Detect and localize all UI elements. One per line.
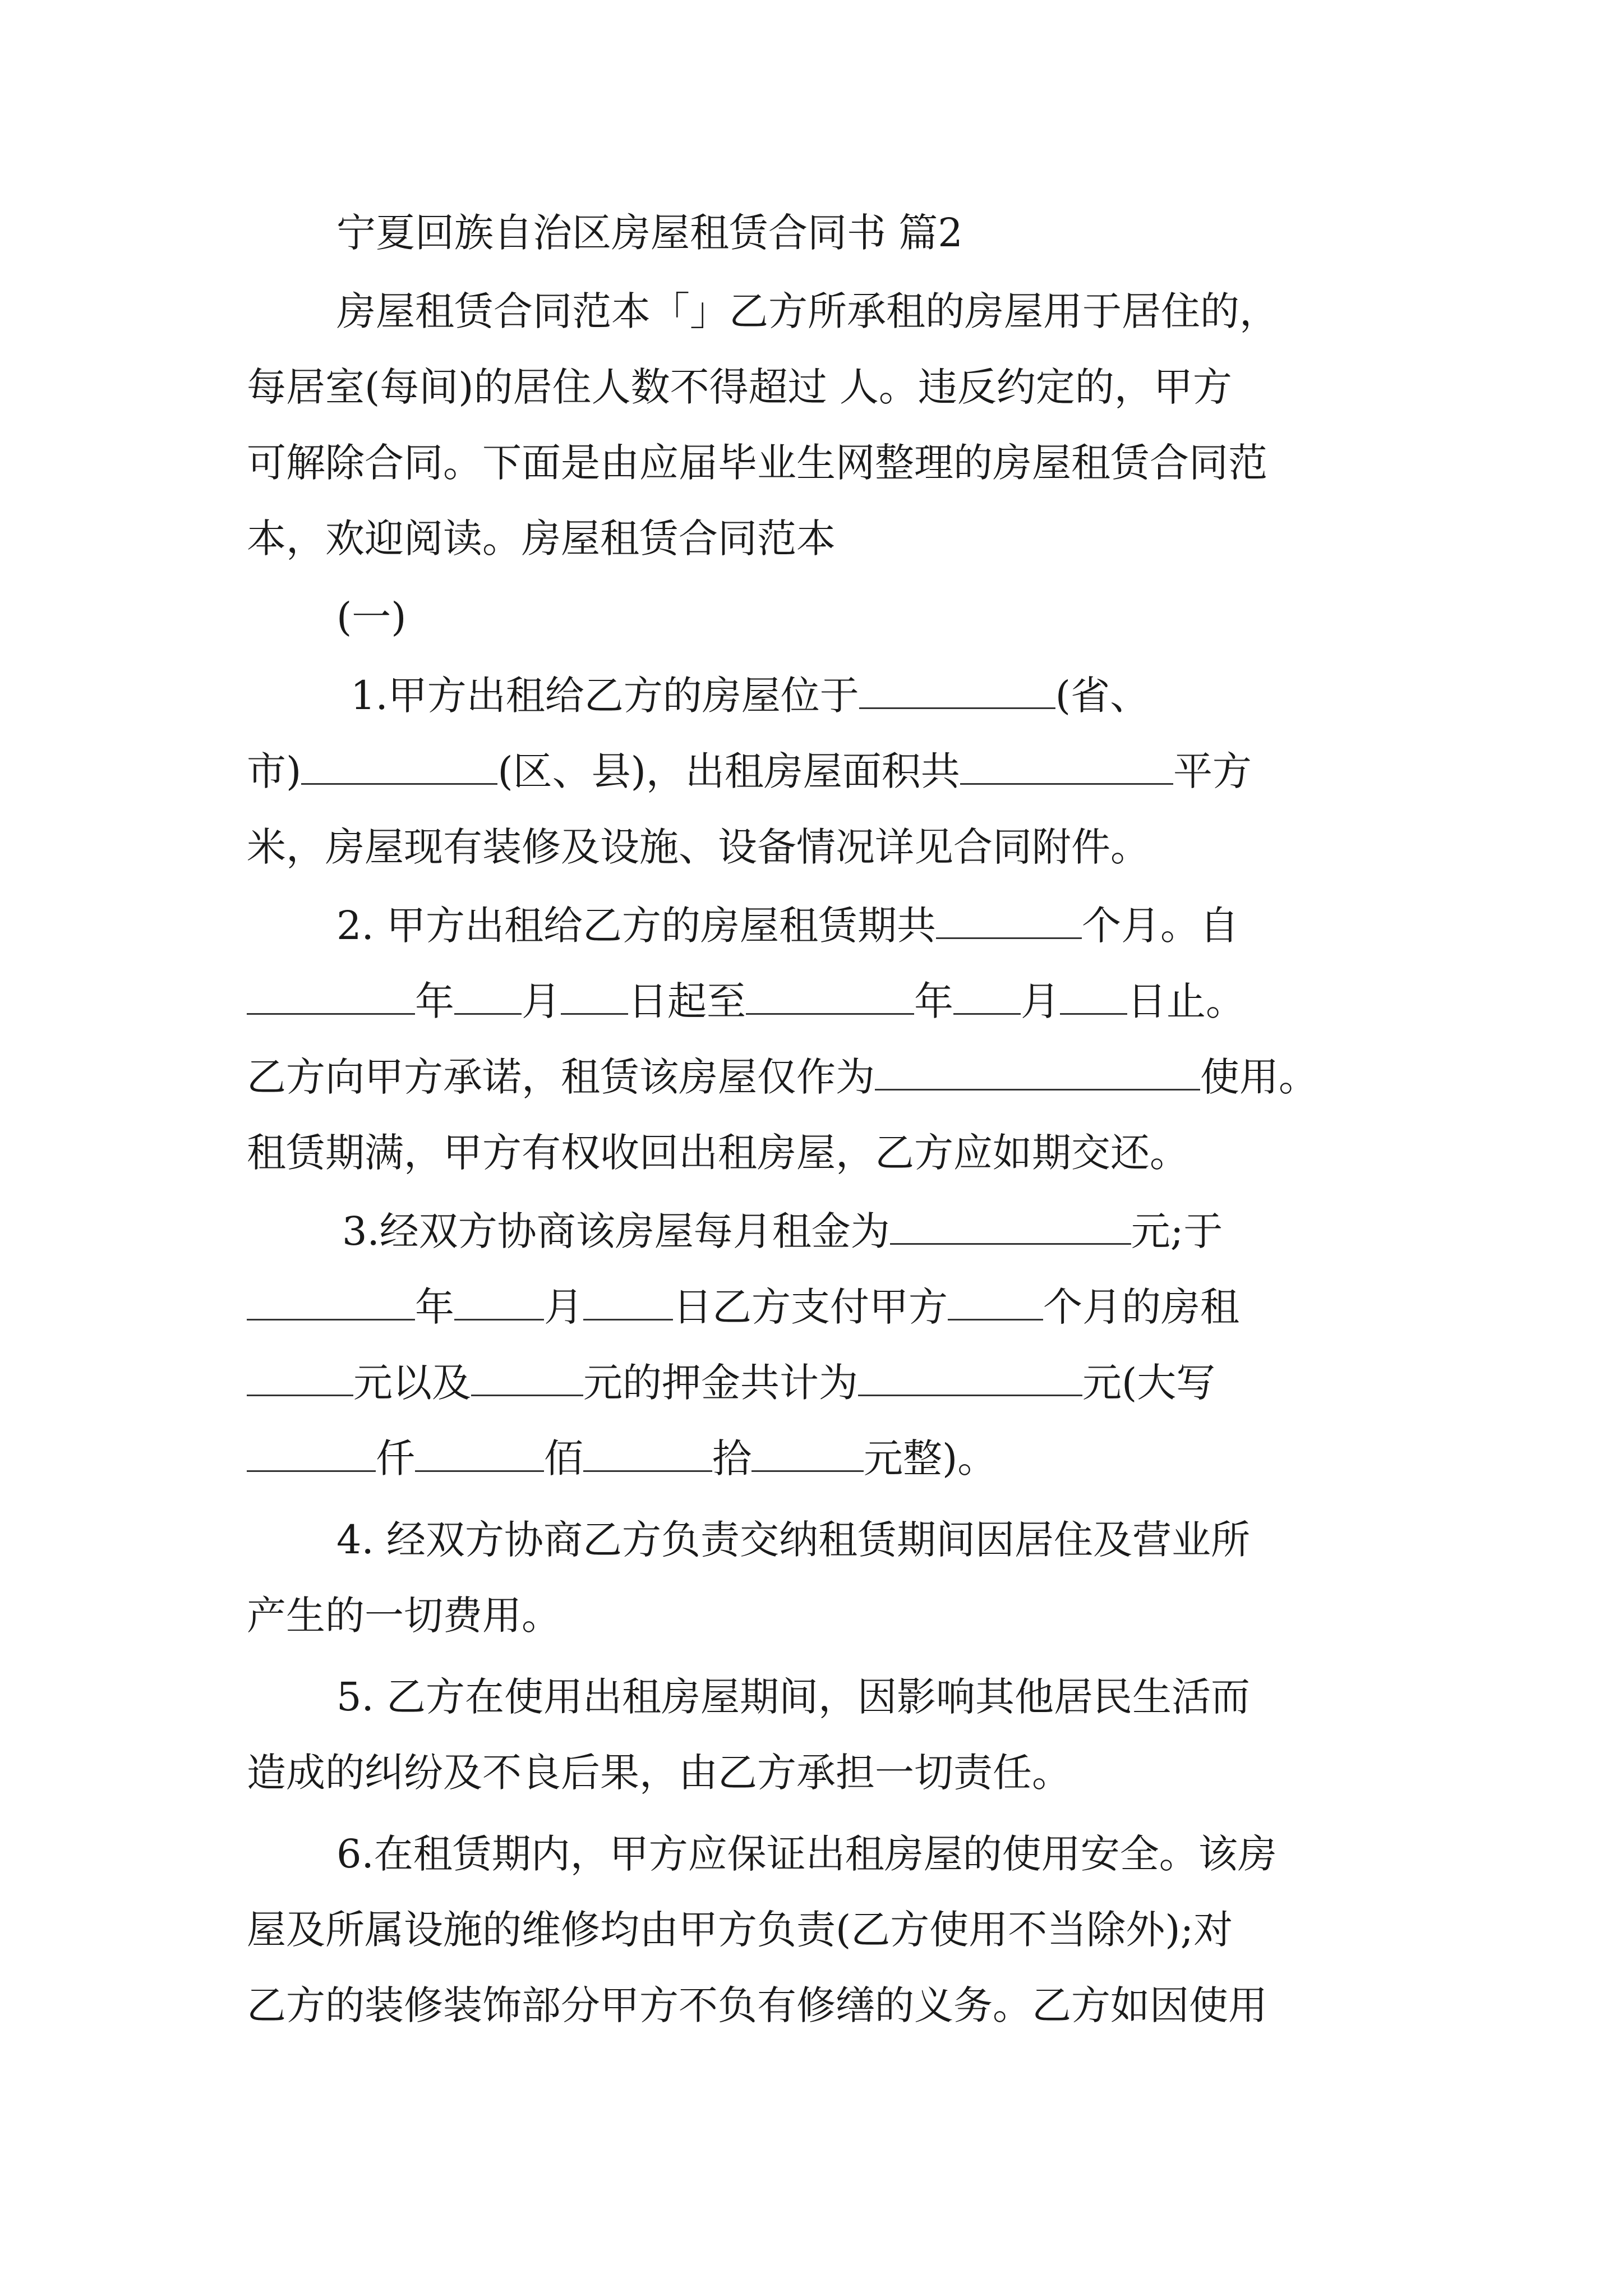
fill-in-blank	[471, 1360, 583, 1396]
fill-in-blank	[247, 1435, 376, 1472]
fill-in-blank	[858, 1360, 1082, 1396]
fill-in-blank	[247, 1284, 415, 1320]
clause-5-line: 造成的纠纷及不良后果，由乙方承担一切责任。	[247, 1750, 1071, 1796]
paragraph-line: 每居室(每间)的居住人数不得超过 人。违反约定的，甲方	[247, 364, 1232, 410]
clause-4-line: 产生的一切费用。	[247, 1593, 561, 1639]
clause-3-line: 3.经双方协商该房屋每月租金为 元;于	[342, 1208, 1223, 1254]
document-title: 宁夏回族自治区房屋租赁合同书 篇2	[336, 210, 963, 256]
fill-in-blank	[1060, 978, 1127, 1015]
section-heading: (一)	[336, 594, 407, 640]
clause-2-line: 年 月 日起至 年 月 日止。	[247, 973, 1391, 1029]
clause-3-line: 年 月 日乙方支付甲方 个月的房租	[247, 1279, 1391, 1335]
paragraph-line: 可解除合同。下面是由应届毕业生网整理的房屋租赁合同范	[247, 440, 1267, 486]
fill-in-blank	[415, 1435, 544, 1472]
fill-in-blank	[960, 748, 1173, 785]
fill-in-blank	[583, 1435, 712, 1472]
clause-5-line: 5. 乙方在使用出租房屋期间，因影响其他居民生活而	[336, 1674, 1251, 1720]
clause-1-line: 市) (区、县)，出租房屋面积共 平方	[247, 748, 1252, 794]
fill-in-blank	[454, 1284, 544, 1320]
clause-1-line: 米，房屋现有装修及设施、设备情况详见合同附件。	[247, 824, 1150, 870]
paragraph-line: 本，欢迎阅读。房屋租赁合同范本	[247, 516, 836, 562]
fill-in-blank	[751, 1435, 864, 1472]
fill-in-blank	[247, 1360, 353, 1396]
clause-2-line: 乙方向甲方承诺，租赁该房屋仅作为 使用。	[247, 1054, 1318, 1100]
fill-in-blank	[936, 903, 1082, 939]
fill-in-blank	[301, 748, 497, 785]
clause-3-line: 仟 佰 拾 元整)。	[247, 1430, 1391, 1487]
clause-4-line: 4. 经双方协商乙方负责交纳租赁期间因居住及营业所	[336, 1517, 1251, 1563]
clause-2-line: 2. 甲方出租给乙方的房屋租赁期共 个月。自	[336, 903, 1239, 949]
clause-2-line: 租赁期满，甲方有权收回出租房屋，乙方应如期交还。	[247, 1130, 1189, 1176]
fill-in-blank	[859, 673, 1055, 709]
fill-in-blank	[247, 978, 415, 1015]
fill-in-blank	[948, 1284, 1043, 1320]
fill-in-blank	[890, 1208, 1131, 1245]
fill-in-blank	[561, 978, 628, 1015]
fill-in-blank	[746, 978, 914, 1015]
fill-in-blank	[875, 1054, 1200, 1091]
clause-6-line: 6.在租赁期内，甲方应保证出租房屋的使用安全。该房	[336, 1831, 1277, 1877]
fill-in-blank	[583, 1284, 673, 1320]
fill-in-blank	[454, 978, 522, 1015]
clause-3-line: 元以及 元的押金共计为 元(大写	[247, 1355, 1391, 1411]
clause-6-line: 乙方的装修装饰部分甲方不负有修缮的义务。乙方如因使用	[247, 1982, 1267, 2028]
clause-6-line: 屋及所属设施的维修均由甲方负责(乙方使用不当除外);对	[247, 1907, 1233, 1953]
clause-1-line: 1.甲方出租给乙方的房屋位于 (省、	[351, 673, 1150, 719]
fill-in-blank	[953, 978, 1021, 1015]
paragraph-line: 房屋租赁合同范本「」乙方所承租的房屋用于居住的，	[336, 288, 1279, 334]
